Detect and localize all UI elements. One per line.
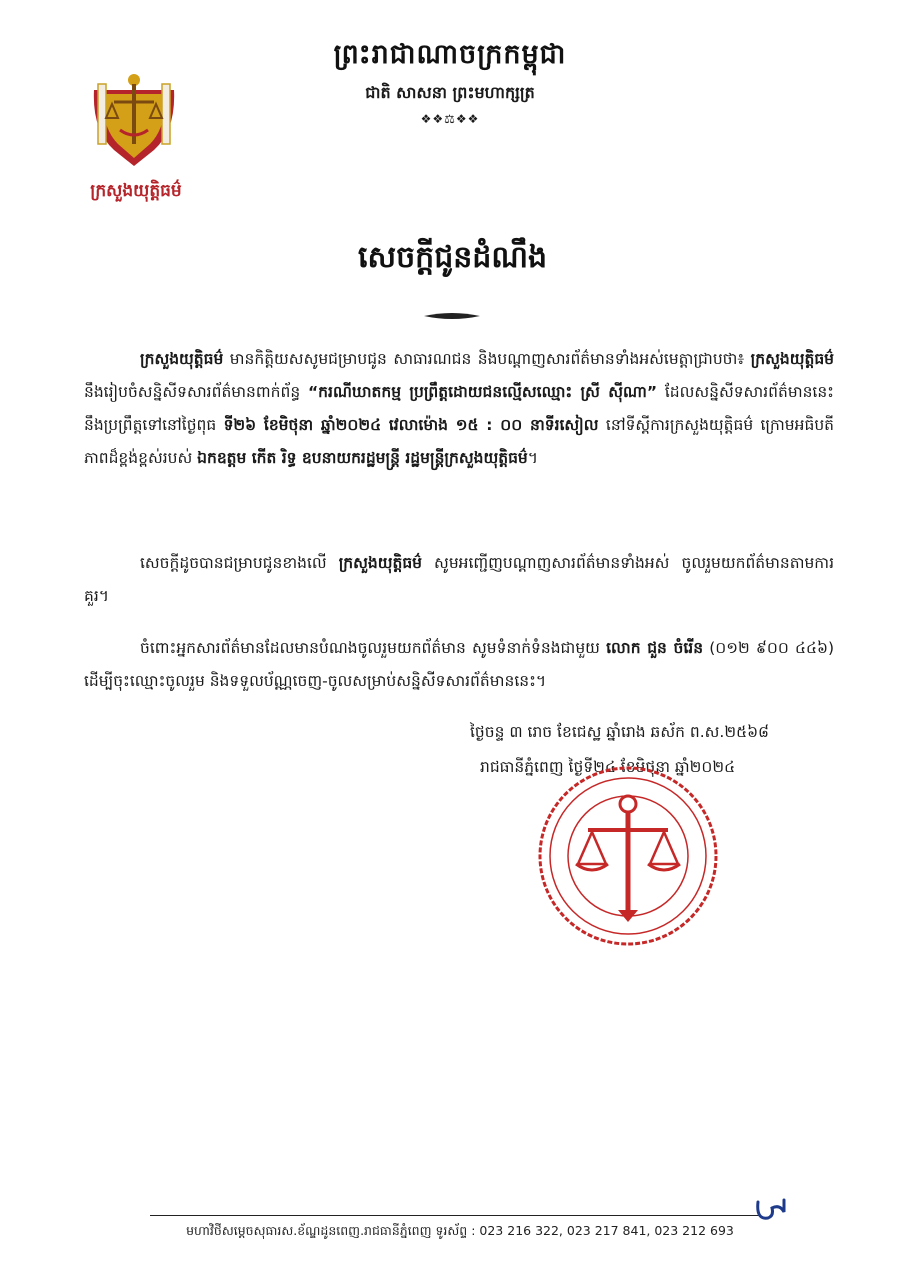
ministry-emblem-icon <box>84 70 184 174</box>
footer-rule <box>150 1215 760 1216</box>
national-motto: ជាតិ សាសនា ព្រះមហាក្សត្រ <box>365 83 535 102</box>
text: ចំពោះអ្នកសារព័ត៌មានដែលមានបំណងចូលរួមយកព័ត៌មាន សូមទំនាក់ទំនងជាមួយ <box>140 639 607 657</box>
text: នឹងរៀបចំសន្និសីទសារព័ត៌មានពាក់ព័ន្ធ <box>84 383 308 401</box>
case-title: “ករណីឃាតកម្ម ប្រព្រឹត្តដោយជនល្មើសឈ្មោះ ស្រី ស៊ីណា” <box>308 383 657 401</box>
ministry-name-bold: ក្រសួងយុត្តិធម៌ <box>750 350 834 368</box>
text: ។ <box>527 449 538 467</box>
official-seal-icon <box>532 760 724 952</box>
text: (០១២ ៩០០ ៤៤៦) ដើម្បីចុះឈ្មោះចូលរួម និងទទួលប័ណ្ណចេញ-ចូលសម្រាប់សន្និសីទសារព័ត៌មាននេះ។ <box>84 639 835 690</box>
paragraph-contact <box>84 632 834 698</box>
text: មានកិត្តិយសសូមជម្រាបជូន សាធារណជន និងបណ្តាញសារព័ត៌មានទាំងអស់មេត្តាជ្រាបថា៖ <box>223 350 751 368</box>
ministry-name: ក្រសួងយុត្តិធម៌ <box>90 181 182 201</box>
header-ornament: ❖❖⚖❖❖ <box>420 112 480 126</box>
footer-phone-label: ទូរស័ព្ទ : <box>435 1223 476 1238</box>
paragraph-announcement <box>84 343 834 475</box>
notice-title: សេចក្ដីជូនដំណឹង <box>358 240 547 275</box>
footer-address: មហាវិថីសម្តេចសុធារស.ខ័ណ្ឌដូនពេញ.រាជធានីភ្នំពេញ <box>186 1223 432 1238</box>
ministry-name-bold: ក្រសួងយុត្តិធម៌ <box>338 554 423 572</box>
contact-person: លោក ជួន ចំរើន <box>606 639 704 657</box>
paragraph-invitation <box>84 547 834 613</box>
text: នៅទីស្ដីការក្រសួងយុត្តិធម៌ ក្រោមអធិបតីភាពដ៏ខ្ពង់ខ្ពស់របស់ <box>84 416 835 467</box>
text: សូមអញ្ជើញបណ្តាញសារព័ត៌មានទាំងអស់ ចូលរួមយកព័ត៌មានតាមការគួរ។ <box>84 554 834 605</box>
text: ដែលសន្និសីទសារព័ត៌មាននេះ នឹងប្រព្រឹត្តទៅនៅថ្ងៃពុធ <box>84 383 834 434</box>
solar-date: រាជធានីភ្នំពេញ ថ្ងៃទី២៤ ខែមិថុនា ឆ្នាំ២០២៤ <box>480 758 736 776</box>
ministry-name-bold: ក្រសួងយុត្តិធម៌ <box>140 350 224 368</box>
kingdom-title: ព្រះរាជាណាចក្រកម្ពុជា <box>333 39 567 70</box>
lunar-date: ថ្ងៃចន្ទ ៣ រោច ខែជេស្ឋ ឆ្នាំរោង ឆស័ក ព.ស.២៥៦៨ <box>470 723 770 741</box>
page-mark-icon <box>754 1194 788 1226</box>
footer-contact <box>140 1223 780 1242</box>
title-divider <box>422 310 482 322</box>
footer-phones: 023 216 322, 023 217 841, 023 212 693 <box>479 1223 734 1238</box>
presiding-official: ឯកឧត្តម កើត រិទ្ធ ឧបនាយករដ្ឋមន្ត្រី រដ្ឋមន្ត្រីក្រសួងយុត្តិធម៌ <box>197 449 528 467</box>
event-datetime: ទី២៦ ខែមិថុនា ឆ្នាំ២០២៤ វេលាម៉ោង ១៥ : ០០ នាទីរសៀល <box>223 416 599 434</box>
text: សេចក្ដីដូចបានជម្រាបជូនខាងលើ <box>140 554 339 572</box>
